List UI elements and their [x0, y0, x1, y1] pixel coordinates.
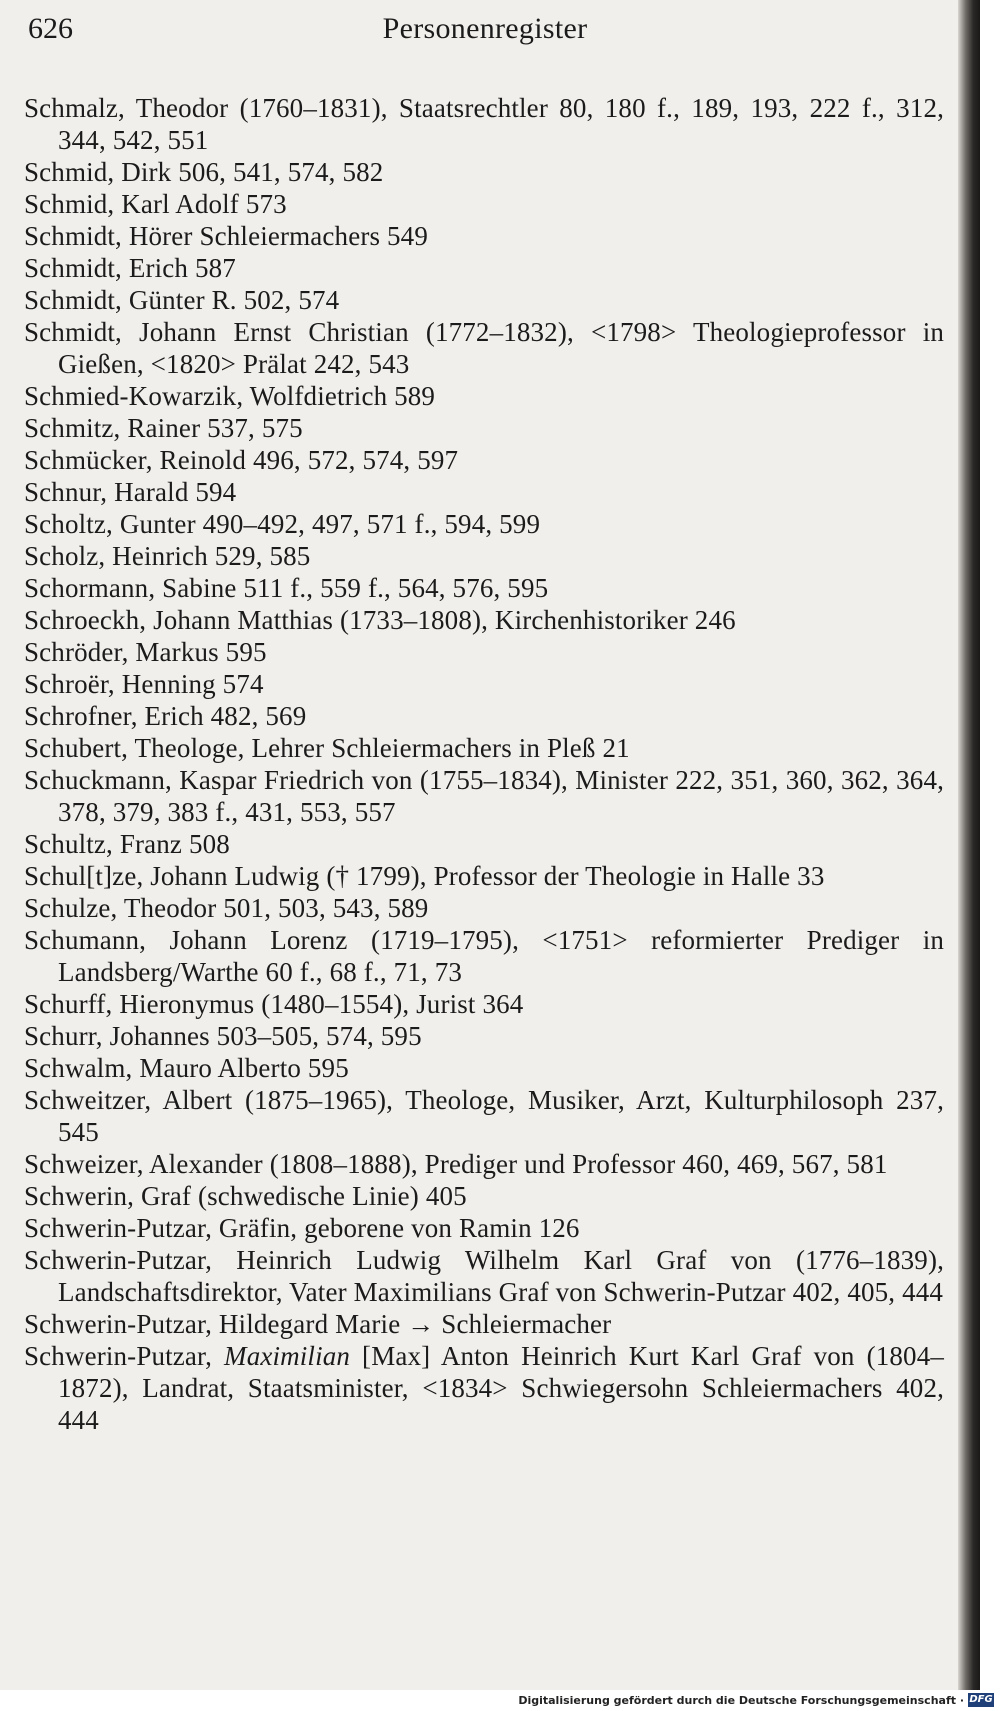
register-entry: Schmid, Dirk 506, 541, 574, 582 — [24, 157, 384, 187]
register-entry: Scholtz, Gunter 490–492, 497, 571 f., 594, 599 — [24, 509, 541, 539]
digitization-footer — [0, 1690, 1000, 1711]
register-entry: Schroër, Henning 574 — [24, 669, 264, 699]
page-number: 626 — [28, 12, 73, 45]
register-entry: Schwerin-Putzar, Heinrich Ludwig Wilhelm Karl Graf von (1776–1839), Landschaftsdirektor, Vater Maximilians Graf von Schwerin-Putzar 402, 405, 444 — [24, 1245, 944, 1307]
register-entry: Scholz, Heinrich 529, 585 — [24, 541, 311, 571]
footer-text: Digitalisierung gefördert durch die Deutsche Forschungsgemeinschaft · — [518, 1694, 964, 1707]
register-entry: Schurr, Johannes 503–505, 574, 595 — [24, 1021, 422, 1051]
register-entry: Schweizer, Alexander (1808–1888), Prediger und Professor 460, 469, 567, 581 — [24, 1149, 888, 1179]
register-entry: Schmidt, Günter R. 502, 574 — [24, 285, 340, 315]
register-entry: Schwerin-Putzar, Gräfin, geborene von Ramin 126 — [24, 1213, 580, 1243]
entry-italic-name: Maximilian — [224, 1341, 351, 1371]
register-entry: Schweitzer, Albert (1875–1965), Theologe, Musiker, Arzt, Kulturphilosoph 237, 545 — [24, 1085, 944, 1147]
register-entry: Schmidt, Johann Ernst Christian (1772–1832), <1798> Theologieprofessor in Gießen, <1820> Prälat 242, 543 — [24, 317, 944, 379]
register-entry: Schmied-Kowarzik, Wolfdietrich 589 — [24, 381, 436, 411]
register-entry: Schul[t]ze, Johann Ludwig († 1799), Professor der Theologie in Halle 33 — [24, 861, 825, 891]
running-head: Personenregister — [382, 12, 588, 45]
entry-prefix: Schwerin-Putzar, — [24, 1341, 225, 1371]
register-entry: Schuckmann, Kaspar Friedrich von (1755–1834), Minister 222, 351, 360, 362, 364, 378, 379, 383 f., 431, 553, 557 — [24, 765, 944, 827]
page-header — [28, 12, 942, 52]
register-entry: Schmitz, Rainer 537, 575 — [24, 413, 303, 443]
register-entry: Schröder, Markus 595 — [24, 637, 267, 667]
register-entry: Schnur, Harald 594 — [24, 477, 237, 507]
register-entry: Schultz, Franz 508 — [24, 829, 230, 859]
scan-edge — [958, 0, 980, 1690]
register-entry: Schormann, Sabine 511 f., 559 f., 564, 576, 595 — [24, 573, 549, 603]
register-entry: Schroeckh, Johann Matthias (1733–1808), Kirchenhistoriker 246 — [24, 605, 736, 635]
register-entry: Schmidt, Erich 587 — [24, 253, 236, 283]
register-entry: Schwerin, Graf (schwedische Linie) 405 — [24, 1181, 467, 1211]
dfg-logo-icon: DFG — [969, 1694, 993, 1705]
register-entry: Schulze, Theodor 501, 503, 543, 589 — [24, 893, 429, 923]
register-entry: Schmidt, Hörer Schleiermachers 549 — [24, 221, 428, 251]
register-entry-last — [24, 1340, 944, 1436]
register-entry: Schrofner, Erich 482, 569 — [24, 701, 307, 731]
register-entry: Schmalz, Theodor (1760–1831), Staatsrechtler 80, 180 f., 189, 193, 222 f., 312, 344, 542, 551 — [24, 93, 944, 155]
register-entry: Schwalm, Mauro Alberto 595 — [24, 1053, 349, 1083]
register-entry: Schurff, Hieronymus (1480–1554), Jurist 364 — [24, 989, 524, 1019]
register-entry: Schwerin-Putzar, Hildegard Marie → Schleiermacher — [24, 1309, 612, 1339]
register-entry: Schmücker, Reinold 496, 572, 574, 597 — [24, 445, 459, 475]
register-entries — [24, 92, 944, 1436]
register-entry: Schubert, Theologe, Lehrer Schleiermachers in Pleß 21 — [24, 733, 630, 763]
register-entry: Schmid, Karl Adolf 573 — [24, 189, 287, 219]
entry-suffix: [Max] Anton Heinrich Kurt Karl Graf von (1804–1872), Landrat, Staatsminister, <1834> Schwiegersohn Schleiermachers 402, 444 — [58, 1341, 944, 1435]
register-entry: Schumann, Johann Lorenz (1719–1795), <1751> reformierter Prediger in Landsberg/Warthe 60 f., 68 f., 71, 73 — [24, 925, 944, 987]
